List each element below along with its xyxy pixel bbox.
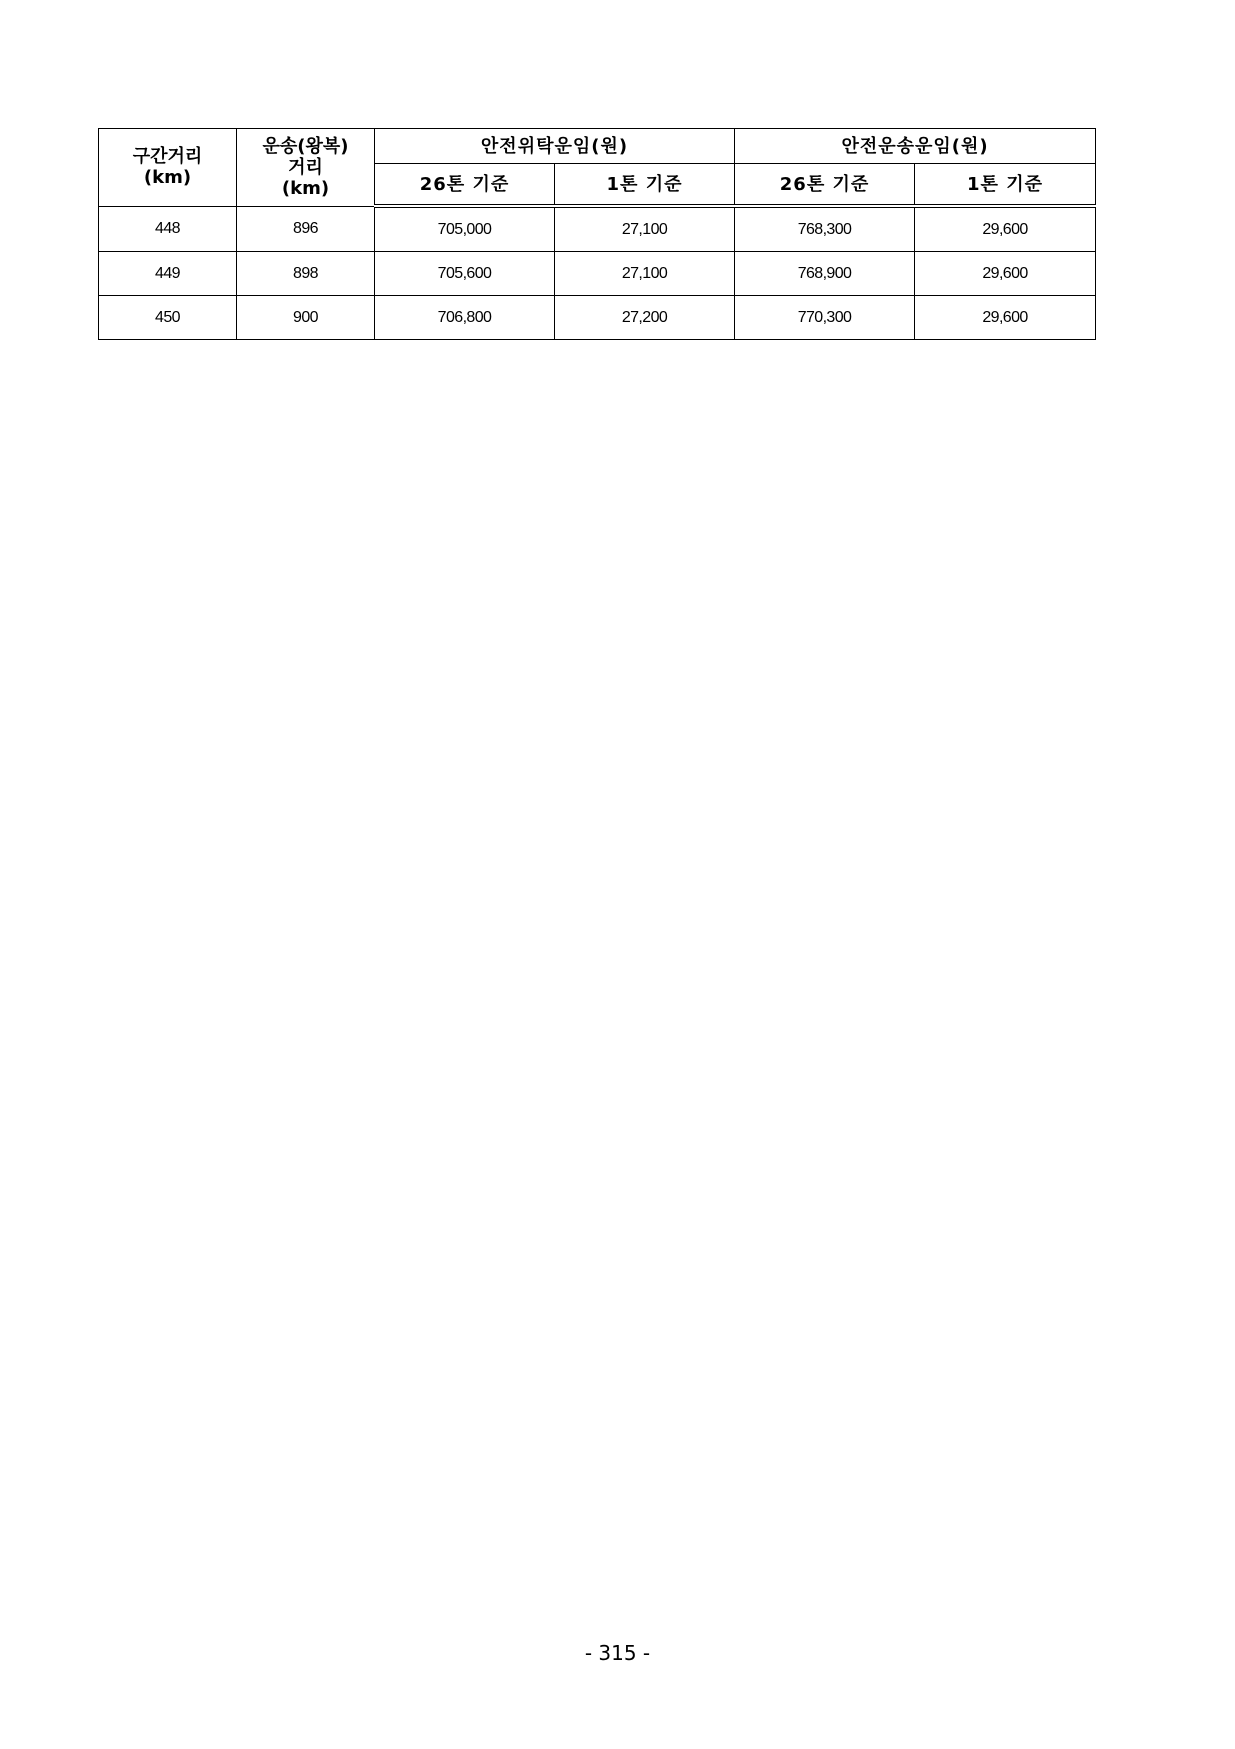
cell-consignment-1ton: 27,100 — [555, 252, 735, 296]
page-number: - 315 - — [584, 1641, 651, 1665]
cell-consignment-26ton: 706,800 — [375, 296, 555, 340]
cell-round-trip-distance: 898 — [237, 252, 375, 296]
cell-round-trip-distance: 896 — [237, 206, 375, 252]
cell-consignment-1ton: 27,200 — [555, 296, 735, 340]
table-row — [99, 252, 1096, 296]
cell-section-distance: 448 — [99, 206, 237, 252]
cell-section-distance: 450 — [99, 296, 237, 340]
table-header-row — [99, 129, 1096, 164]
cell-consignment-26ton: 705,600 — [375, 252, 555, 296]
header-consignment-26ton: 26톤 기준 — [375, 164, 555, 207]
cell-transport-1ton: 29,600 — [915, 206, 1096, 252]
header-round-trip-distance: 운송(왕복) 거리 (km) — [237, 129, 375, 207]
table-row — [99, 206, 1096, 252]
cell-consignment-26ton: 705,000 — [375, 206, 555, 252]
cell-transport-26ton: 770,300 — [735, 296, 915, 340]
cell-round-trip-distance: 900 — [237, 296, 375, 340]
header-safe-transport-rate: 안전운송운임(원) — [735, 129, 1096, 164]
header-section-distance: 구간거리 (km) — [99, 129, 237, 207]
header-safe-consignment-rate: 안전위탁운임(원) — [375, 129, 735, 164]
cell-transport-1ton: 29,600 — [915, 252, 1096, 296]
cell-transport-26ton: 768,300 — [735, 206, 915, 252]
header-transport-26ton: 26톤 기준 — [735, 164, 915, 207]
table-row — [99, 296, 1096, 340]
cell-transport-26ton: 768,900 — [735, 252, 915, 296]
cell-transport-1ton: 29,600 — [915, 296, 1096, 340]
freight-rate-table — [98, 128, 1096, 340]
cell-consignment-1ton: 27,100 — [555, 206, 735, 252]
header-consignment-1ton: 1톤 기준 — [555, 164, 735, 207]
header-transport-1ton: 1톤 기준 — [915, 164, 1096, 207]
cell-section-distance: 449 — [99, 252, 237, 296]
